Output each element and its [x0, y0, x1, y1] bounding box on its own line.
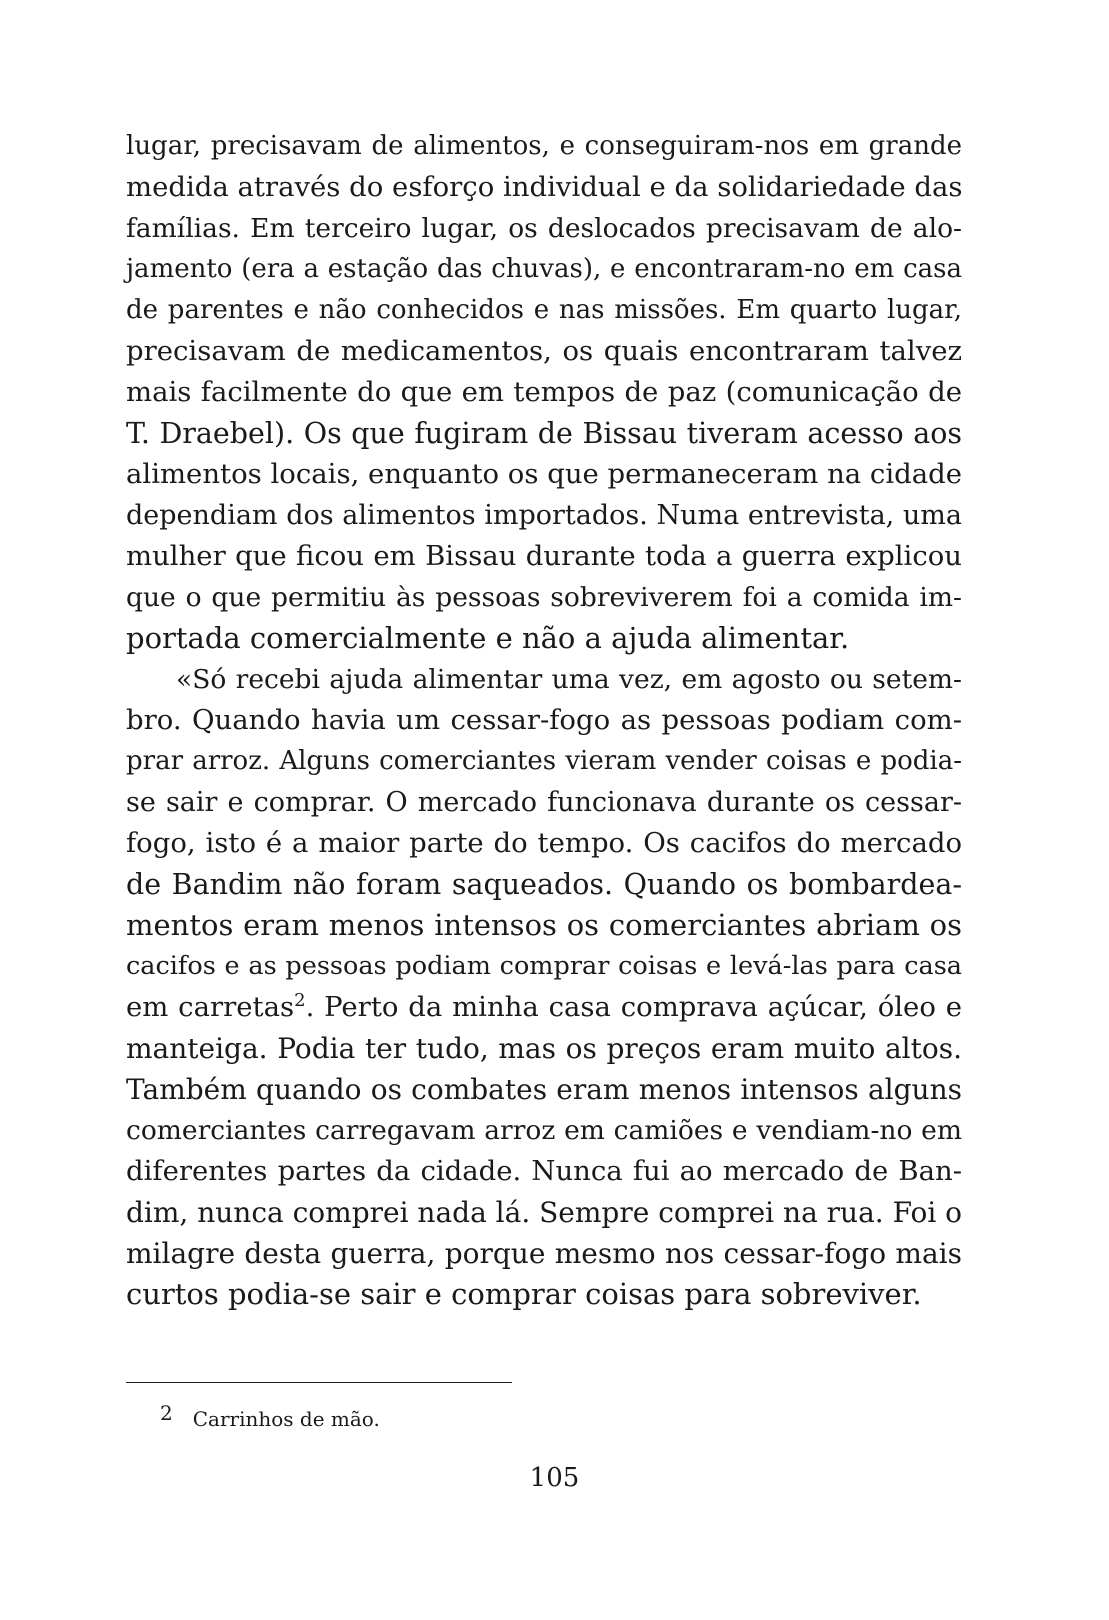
- text-line: mulher que ficou em Bissau durante toda a guerra explicou: [126, 540, 962, 572]
- footnote-reference[interactable]: 2: [294, 990, 306, 1011]
- text-fragment: . Perto da minha casa comprava açúcar, óleo e: [305, 991, 962, 1023]
- text-line: se sair e comprar. O mercado funcionava durante os cessar-: [126, 787, 962, 818]
- text-line: jamento (era a estação das chuvas), e encontraram-no em casa: [126, 254, 962, 284]
- text-line: lugar, precisavam de alimentos, e conseguiram-nos em grande: [126, 131, 962, 161]
- text-line: dim, nunca comprei nada lá. Sempre comprei na rua. Foi o: [126, 1196, 963, 1229]
- text-line: dependiam dos alimentos importados. Numa entrevista, uma: [126, 500, 962, 531]
- footnote-number: 2: [160, 1401, 173, 1425]
- text-line: Também quando os combates eram menos intensos alguns: [126, 1073, 962, 1106]
- body-text: [126, 126, 962, 1315]
- text-line: comerciantes carregavam arroz em camiões e vendiam-no em: [126, 1115, 962, 1146]
- footnote: [160, 1398, 380, 1434]
- text-line-with-footnote-ref: [126, 987, 962, 1028]
- text-line: diferentes partes da cidade. Nunca fui ao mercado de Ban-: [126, 1155, 962, 1187]
- text-line: manteiga. Podia ter tudo, mas os preços eram muito altos.: [126, 1032, 962, 1065]
- text-line: cacifos e as pessoas podiam comprar coisas e levá-las para casa: [126, 951, 962, 981]
- text-line: medida através do esforço individual e da solidariedade das: [126, 171, 963, 203]
- text-line: precisavam de medicamentos, os quais encontraram talvez: [126, 335, 962, 367]
- quote-first-line: «Só recebi ajuda alimentar uma vez, em agosto ou setem-: [176, 664, 962, 695]
- text-line: T. Draebel). Os que fugiram de Bissau tiveram acesso aos: [126, 417, 962, 450]
- text-line: alimentos locais, enquanto os que permaneceram na cidade: [126, 458, 962, 490]
- text-line: bro. Quando havia um cessar-fogo as pessoas podiam com-: [126, 704, 962, 736]
- text-line: prar arroz. Alguns comerciantes vieram vender coisas e podia-: [126, 746, 962, 776]
- paragraph-end-line: portada comercialmente e não a ajuda alimentar.: [126, 621, 850, 655]
- paragraph-end-line: curtos podia-se sair e comprar coisas para sobreviver.: [126, 1277, 922, 1311]
- text-line: famílias. Em terceiro lugar, os deslocados precisavam de alo-: [126, 213, 962, 244]
- text-line: mais facilmente do que em tempos de paz (comunicação de: [126, 376, 962, 408]
- footnote-text: Carrinhos de mão.: [192, 1407, 380, 1431]
- text-line: de parentes e não conhecidos e nas missões. Em quarto lugar,: [126, 295, 962, 325]
- page-number: 105: [529, 1463, 580, 1493]
- footnote-divider: [126, 1382, 512, 1383]
- text-line: de Bandim não foram saqueados. Quando os bombardea-: [126, 868, 962, 901]
- text-line: milagre desta guerra, porque mesmo nos cessar-fogo mais: [126, 1237, 962, 1270]
- text-line: que o que permitiu às pessoas sobreviverem foi a comida im-: [126, 582, 962, 613]
- text-line: mentos eram menos intensos os comerciantes abriam os: [126, 908, 962, 942]
- text-fragment: em carretas: [126, 991, 295, 1023]
- text-line: fogo, isto é a maior parte do tempo. Os cacifos do mercado: [126, 827, 962, 859]
